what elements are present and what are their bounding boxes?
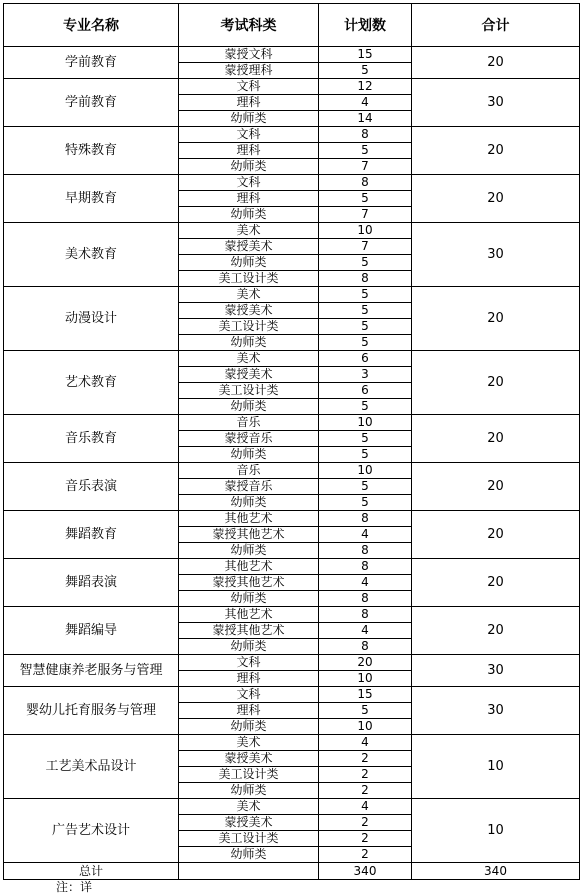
plan-count-cell: 8 [319, 639, 412, 655]
major-name-cell: 智慧健康养老服务与管理 [4, 655, 179, 687]
plan-count-cell: 8 [319, 543, 412, 559]
category-cell: 蒙授美术 [179, 303, 319, 319]
plan-count-cell: 2 [319, 783, 412, 799]
table-row [4, 687, 580, 703]
category-cell: 幼师类 [179, 207, 319, 223]
category-cell: 幼师类 [179, 399, 319, 415]
category-cell: 幼师类 [179, 847, 319, 863]
category-cell: 幼师类 [179, 591, 319, 607]
plan-count-cell: 8 [319, 607, 412, 623]
category-cell: 蒙授其他艺术 [179, 623, 319, 639]
plan-count-cell: 20 [319, 655, 412, 671]
plan-count-cell: 2 [319, 751, 412, 767]
plan-count-cell: 8 [319, 271, 412, 287]
category-cell: 理科 [179, 191, 319, 207]
group-total-cell: 10 [412, 735, 580, 799]
plan-count-cell: 5 [319, 319, 412, 335]
plan-count-cell: 5 [319, 335, 412, 351]
plan-count-cell: 5 [319, 703, 412, 719]
plan-count-cell: 8 [319, 511, 412, 527]
category-cell: 美工设计类 [179, 319, 319, 335]
group-total-cell: 30 [412, 223, 580, 287]
plan-count-cell: 5 [319, 255, 412, 271]
plan-count-cell: 5 [319, 63, 412, 79]
plan-count-cell: 5 [319, 399, 412, 415]
category-cell: 蒙授文科 [179, 47, 319, 63]
plan-count-cell: 12 [319, 79, 412, 95]
category-cell: 美工设计类 [179, 831, 319, 847]
plan-count-cell: 8 [319, 559, 412, 575]
header-major: 专业名称 [4, 4, 179, 47]
header-row [4, 4, 580, 47]
table-row [4, 559, 580, 575]
category-cell: 蒙授音乐 [179, 479, 319, 495]
category-cell: 理科 [179, 143, 319, 159]
table-row [4, 287, 580, 303]
category-cell: 蒙授美术 [179, 751, 319, 767]
grand-total-sum: 340 [412, 863, 580, 880]
plan-count-cell: 10 [319, 671, 412, 687]
category-cell: 文科 [179, 175, 319, 191]
group-total-cell: 10 [412, 799, 580, 863]
plan-count-cell: 15 [319, 687, 412, 703]
plan-count-cell: 4 [319, 527, 412, 543]
plan-count-cell: 10 [319, 223, 412, 239]
plan-count-cell: 6 [319, 383, 412, 399]
plan-count-cell: 2 [319, 831, 412, 847]
plan-count-cell: 5 [319, 479, 412, 495]
table-row [4, 223, 580, 239]
major-name-cell: 特殊教育 [4, 127, 179, 175]
plan-count-cell: 10 [319, 463, 412, 479]
plan-count-cell: 6 [319, 351, 412, 367]
category-cell: 幼师类 [179, 159, 319, 175]
category-cell: 幼师类 [179, 783, 319, 799]
category-cell: 蒙授其他艺术 [179, 575, 319, 591]
table-row [4, 175, 580, 191]
plan-count-cell: 4 [319, 799, 412, 815]
major-name-cell: 学前教育 [4, 79, 179, 127]
table-row [4, 47, 580, 63]
category-cell: 美术 [179, 351, 319, 367]
plan-count-cell: 2 [319, 767, 412, 783]
group-total-cell: 20 [412, 511, 580, 559]
major-name-cell: 音乐表演 [4, 463, 179, 511]
category-cell: 幼师类 [179, 543, 319, 559]
category-cell: 幼师类 [179, 639, 319, 655]
plan-count-cell: 5 [319, 447, 412, 463]
plan-count-cell: 4 [319, 575, 412, 591]
plan-count-cell: 5 [319, 303, 412, 319]
plan-count-cell: 4 [319, 95, 412, 111]
table-row [4, 351, 580, 367]
major-name-cell: 舞蹈编导 [4, 607, 179, 655]
major-name-cell: 动漫设计 [4, 287, 179, 351]
table-row [4, 79, 580, 95]
plan-count-cell: 7 [319, 207, 412, 223]
major-name-cell: 早期教育 [4, 175, 179, 223]
group-total-cell: 20 [412, 463, 580, 511]
category-cell: 幼师类 [179, 255, 319, 271]
plan-count-cell: 10 [319, 719, 412, 735]
major-name-cell: 美术教育 [4, 223, 179, 287]
group-total-cell: 30 [412, 687, 580, 735]
footnote: 注：详 [56, 880, 93, 894]
category-cell: 美工设计类 [179, 271, 319, 287]
plan-count-cell: 8 [319, 127, 412, 143]
group-total-cell: 20 [412, 415, 580, 463]
major-name-cell: 艺术教育 [4, 351, 179, 415]
group-total-cell: 20 [412, 351, 580, 415]
table-row [4, 511, 580, 527]
major-name-cell: 学前教育 [4, 47, 179, 79]
group-total-cell: 30 [412, 79, 580, 127]
major-name-cell: 舞蹈表演 [4, 559, 179, 607]
plan-count-cell: 4 [319, 623, 412, 639]
plan-count-cell: 5 [319, 431, 412, 447]
category-cell: 蒙授美术 [179, 367, 319, 383]
plan-count-cell: 3 [319, 367, 412, 383]
category-cell: 其他艺术 [179, 607, 319, 623]
category-cell: 蒙授理科 [179, 63, 319, 79]
plan-count-cell: 2 [319, 815, 412, 831]
category-cell: 音乐 [179, 415, 319, 431]
table-row [4, 799, 580, 815]
major-name-cell: 舞蹈教育 [4, 511, 179, 559]
plan-count-cell: 5 [319, 287, 412, 303]
category-cell: 蒙授美术 [179, 239, 319, 255]
plan-count-cell: 4 [319, 735, 412, 751]
grand-total-plan: 340 [319, 863, 412, 880]
plan-count-cell: 14 [319, 111, 412, 127]
group-total-cell: 20 [412, 607, 580, 655]
category-cell: 文科 [179, 687, 319, 703]
plan-count-cell: 8 [319, 591, 412, 607]
major-name-cell: 音乐教育 [4, 415, 179, 463]
plan-count-cell: 8 [319, 175, 412, 191]
category-cell: 文科 [179, 79, 319, 95]
major-name-cell: 工艺美术品设计 [4, 735, 179, 799]
major-name-cell: 广告艺术设计 [4, 799, 179, 863]
category-cell: 幼师类 [179, 447, 319, 463]
category-cell: 文科 [179, 655, 319, 671]
grand-total-row [4, 863, 580, 880]
category-cell: 理科 [179, 95, 319, 111]
category-cell: 幼师类 [179, 495, 319, 511]
table-row [4, 127, 580, 143]
table-row [4, 463, 580, 479]
category-cell: 美术 [179, 735, 319, 751]
table-row [4, 607, 580, 623]
category-cell: 美工设计类 [179, 383, 319, 399]
enrollment-plan-table [3, 3, 580, 880]
category-cell: 幼师类 [179, 335, 319, 351]
group-total-cell: 20 [412, 559, 580, 607]
plan-count-cell: 7 [319, 239, 412, 255]
category-cell: 蒙授美术 [179, 815, 319, 831]
table-row [4, 415, 580, 431]
group-total-cell: 30 [412, 655, 580, 687]
plan-count-cell: 7 [319, 159, 412, 175]
category-cell: 幼师类 [179, 111, 319, 127]
grand-total-label: 总计 [4, 863, 179, 880]
category-cell: 幼师类 [179, 719, 319, 735]
category-cell: 美术 [179, 287, 319, 303]
group-total-cell: 20 [412, 287, 580, 351]
group-total-cell: 20 [412, 175, 580, 223]
category-cell: 美术 [179, 223, 319, 239]
plan-count-cell: 10 [319, 415, 412, 431]
category-cell: 美工设计类 [179, 767, 319, 783]
plan-count-cell: 5 [319, 143, 412, 159]
plan-count-cell: 5 [319, 495, 412, 511]
header-plan: 计划数 [319, 4, 412, 47]
category-cell: 理科 [179, 671, 319, 687]
plan-count-cell: 2 [319, 847, 412, 863]
category-cell: 蒙授其他艺术 [179, 527, 319, 543]
category-cell: 蒙授音乐 [179, 431, 319, 447]
table-row [4, 735, 580, 751]
category-cell: 文科 [179, 127, 319, 143]
plan-count-cell: 15 [319, 47, 412, 63]
table-row [4, 655, 580, 671]
major-name-cell: 婴幼儿托育服务与管理 [4, 687, 179, 735]
group-total-cell: 20 [412, 127, 580, 175]
category-cell: 其他艺术 [179, 559, 319, 575]
category-cell: 音乐 [179, 463, 319, 479]
grand-total-category [179, 863, 319, 880]
category-cell: 美术 [179, 799, 319, 815]
group-total-cell: 20 [412, 47, 580, 79]
header-total: 合计 [412, 4, 580, 47]
category-cell: 理科 [179, 703, 319, 719]
plan-count-cell: 5 [319, 191, 412, 207]
category-cell: 其他艺术 [179, 511, 319, 527]
header-category: 考试科类 [179, 4, 319, 47]
table-body [4, 47, 580, 863]
